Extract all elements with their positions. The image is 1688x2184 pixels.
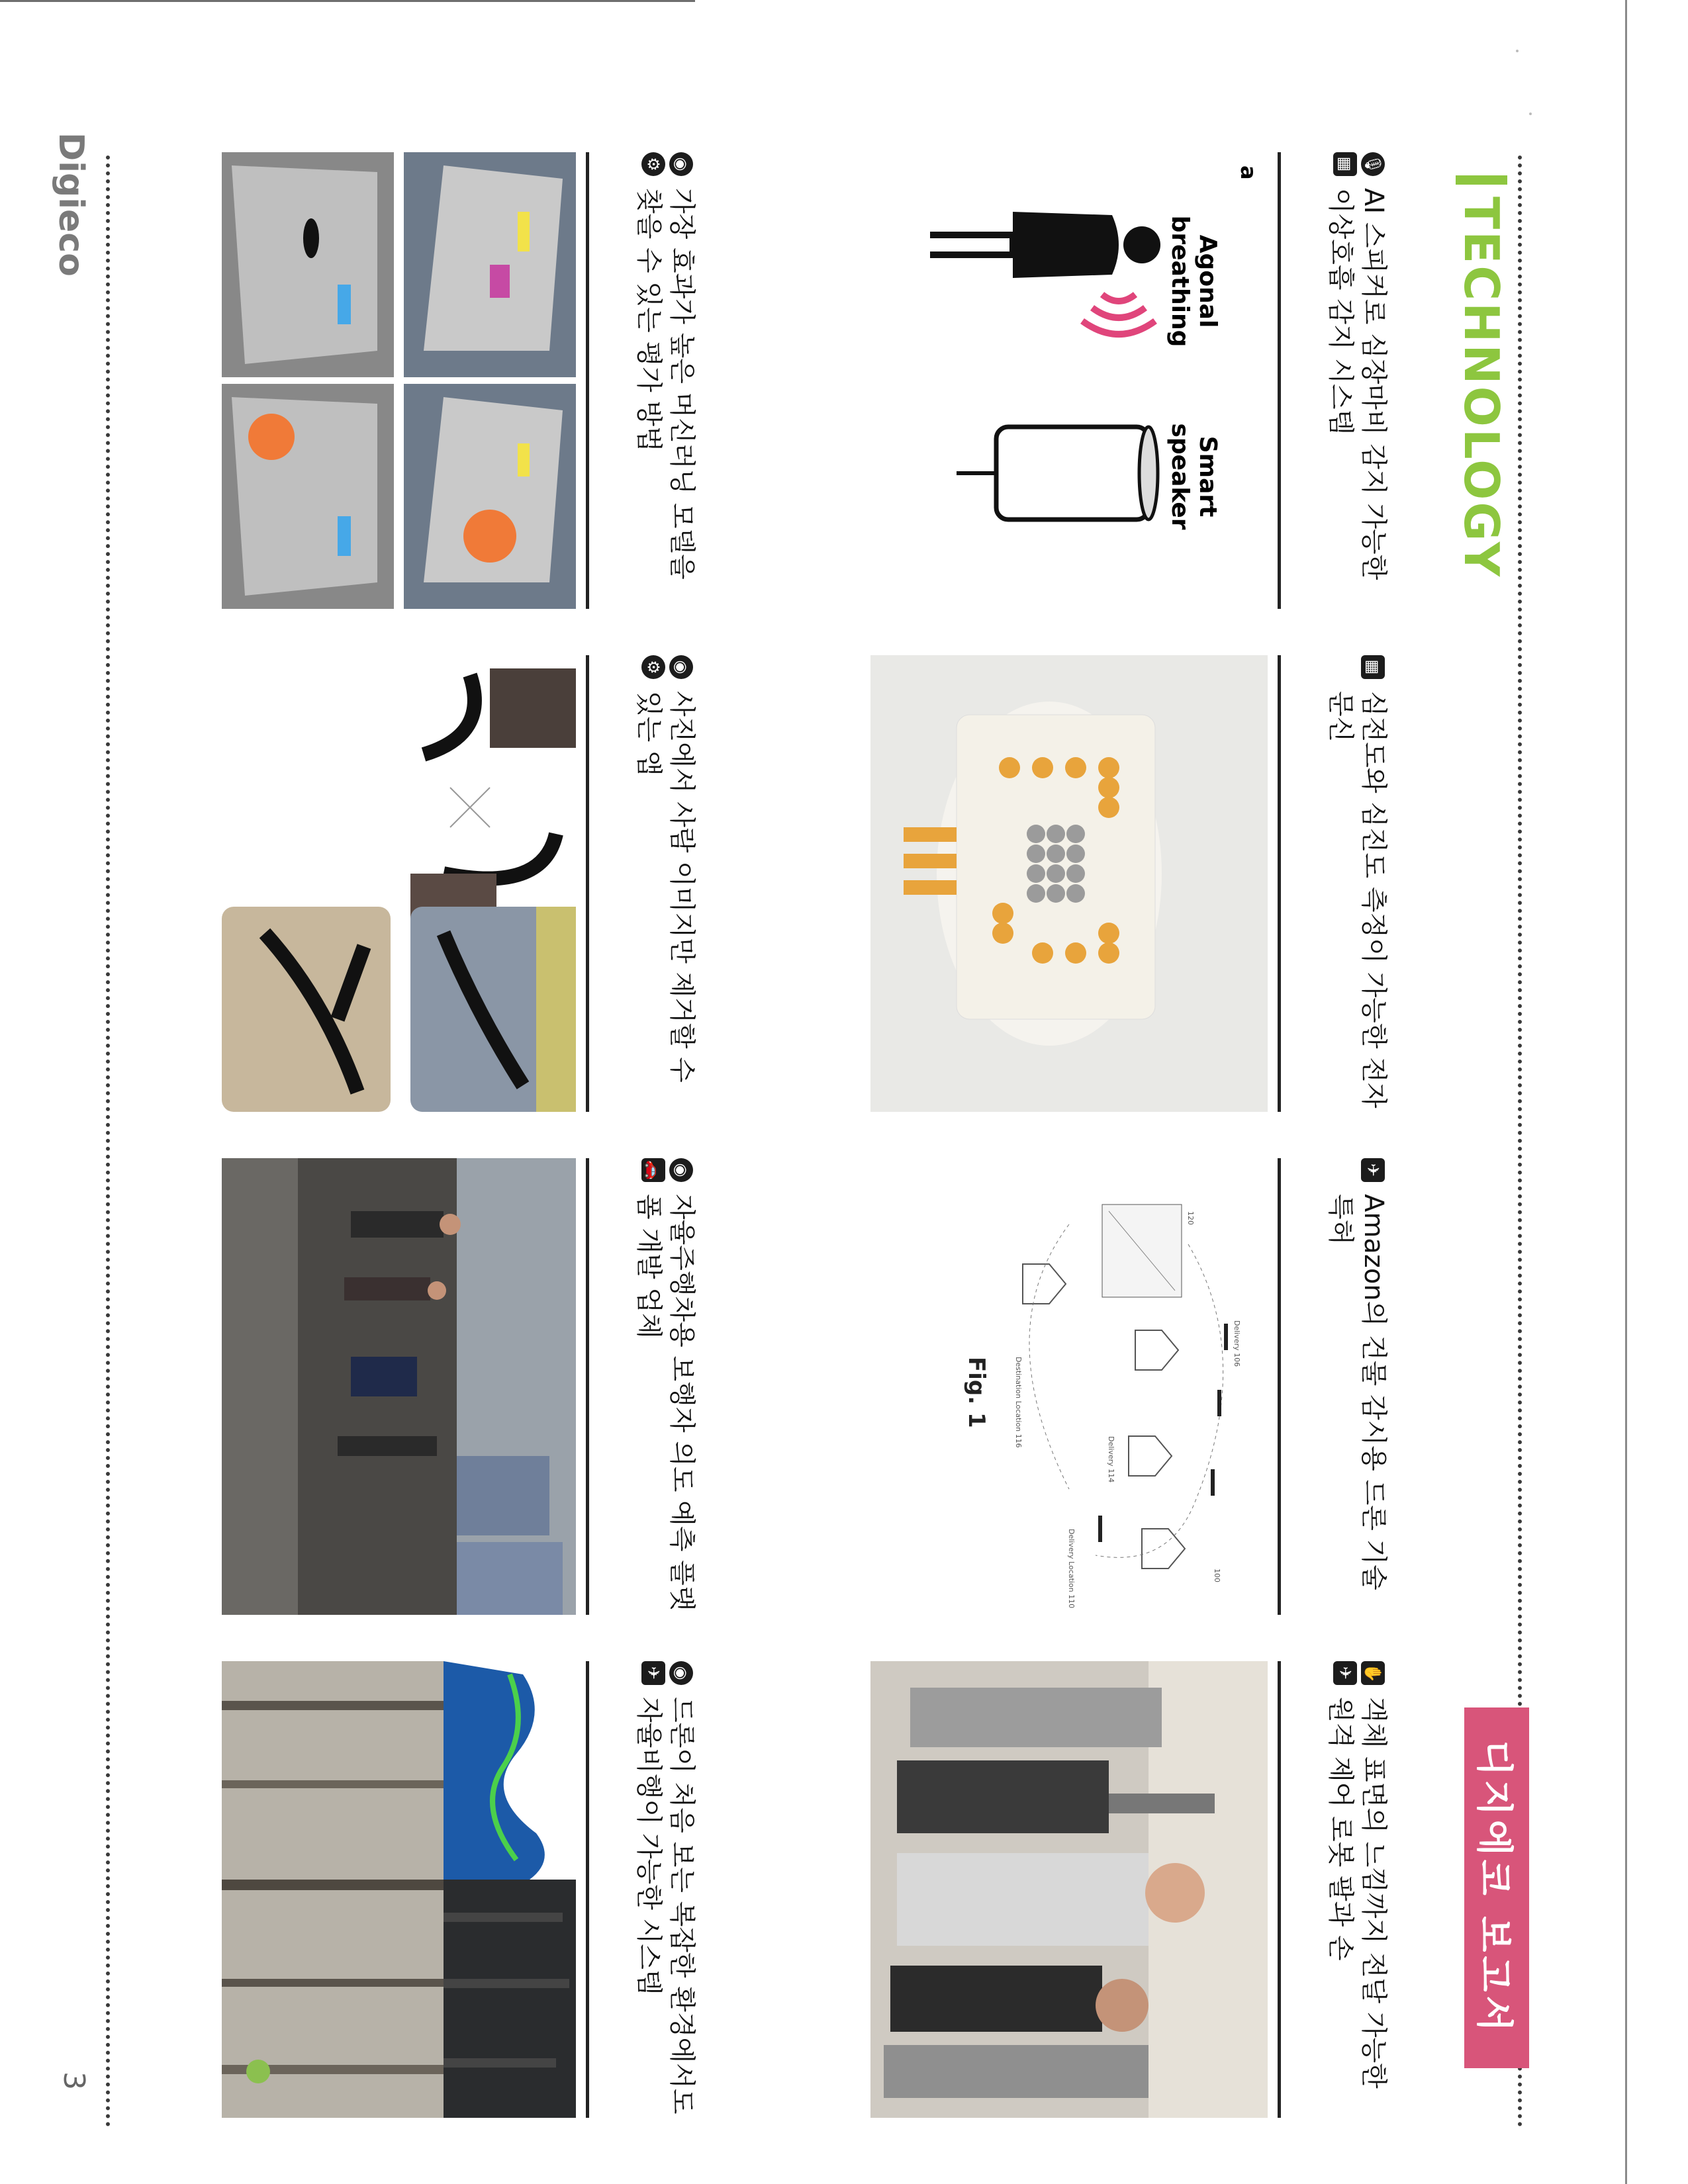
- article-title: 드론이 처음 보는 복잡한 환경에서도 자율비행이 가능한 시스템: [633, 1697, 697, 2115]
- svg-text:Delivery Location 110: Delivery Location 110: [1067, 1529, 1076, 1609]
- agonal-breathing-figure: [870, 152, 1268, 609]
- article-card[interactable]: [222, 1661, 698, 2118]
- category-icons: [1361, 1158, 1385, 1182]
- caption-rule: [586, 1661, 589, 2118]
- ml-evaluation-photos: [222, 152, 576, 609]
- section-bar: [1456, 175, 1507, 185]
- article-caption: [1278, 1661, 1390, 2118]
- caption-rule: [1278, 655, 1281, 1112]
- electronic-tattoo-image: [870, 655, 1268, 1112]
- drone-autonomy-photos: [222, 1661, 576, 2118]
- article-caption: [586, 152, 698, 609]
- hospital-icon: ▦: [1361, 655, 1385, 679]
- article-title: 가장 효과가 높은 머신러닝 모델을 찾을 수 있는 평가 방법: [633, 188, 697, 580]
- article-card[interactable]: [222, 1158, 698, 1615]
- photo-removal-app-images: [222, 655, 576, 1112]
- hospital-icon: ▦: [1333, 152, 1357, 176]
- article-caption: [1278, 655, 1390, 1112]
- svg-text:120: 120: [1186, 1211, 1195, 1225]
- article-card[interactable]: [861, 1158, 1390, 1615]
- electronic-tattoo-photo: [870, 655, 1268, 1112]
- article-caption: [586, 655, 698, 1112]
- caption-rule: [586, 152, 589, 609]
- section-title: TECHNOLOGY: [1454, 197, 1509, 579]
- robot-hand-icon: ✋: [1361, 1661, 1385, 1685]
- article-title: Amazon의 건물 감시용 드론 기술 특허: [1325, 1194, 1389, 1590]
- category-icons: [1333, 1661, 1385, 1685]
- scan-speck: [1516, 50, 1519, 52]
- svg-text:Delivery 114: Delivery 114: [1107, 1436, 1115, 1483]
- drone-icon: ✈: [641, 1661, 665, 1685]
- article-card[interactable]: [861, 1661, 1390, 2118]
- article-caption: [1278, 1158, 1390, 1615]
- section-header: [1454, 175, 1509, 578]
- robot-table-image-grid: [222, 152, 576, 609]
- footer-logo: Digieco: [51, 132, 91, 277]
- page-right-edge: [1625, 0, 1627, 2184]
- article-card[interactable]: [861, 655, 1390, 1112]
- article-caption: [1278, 152, 1390, 609]
- eye-icon: ◉: [669, 655, 693, 679]
- page-number-wrap: [56, 2071, 96, 2111]
- forest-depth-image-grid: [222, 1661, 576, 2118]
- category-icons: [641, 1661, 693, 1685]
- svg-text:100: 100: [1213, 1569, 1221, 1582]
- pedestrian-street-photo: [222, 1158, 576, 1615]
- figure-label-left: Agonal breathing: [1166, 215, 1221, 347]
- caption-rule: [586, 1158, 589, 1615]
- drone-patent-diagram: [870, 1158, 1268, 1615]
- patent-figure-label: Fig. 1: [963, 1357, 990, 1428]
- article-card[interactable]: [861, 152, 1390, 609]
- robot-arm-photo: [870, 1661, 1268, 2118]
- patent-figure: [870, 1158, 1268, 1615]
- article-title: 심전도와 심진도 측정이 가능한 전자 문신: [1325, 691, 1389, 1109]
- category-icons: [641, 1158, 693, 1182]
- report-badge: 디지에코 보고서: [1464, 1707, 1529, 2068]
- category-icons: [1361, 655, 1385, 679]
- app-screenshot-grid: [222, 655, 576, 1112]
- robot-arm-image: [870, 1661, 1268, 2118]
- caption-rule: [1278, 152, 1281, 609]
- drone-icon: ✈: [1333, 1661, 1357, 1685]
- scan-speck: [1529, 113, 1532, 115]
- page-number: 3: [57, 2071, 91, 2090]
- drone-icon: ✈: [1361, 1158, 1385, 1182]
- caption-rule: [586, 655, 589, 1112]
- caption-rule: [1278, 1661, 1281, 2118]
- brain-gear-icon: ⚙: [641, 655, 665, 679]
- article-card[interactable]: [222, 152, 698, 609]
- article-row-top: [861, 152, 1390, 2121]
- article-title: 객체 표면의 느낌까지 전달 가능한 원격 제어 로봇 팔과 손: [1325, 1697, 1389, 2089]
- caption-rule: [1278, 1158, 1281, 1615]
- article-title: 사진에서 사람 이미지만 제거할 수 있는 앱: [633, 691, 697, 1083]
- article-title: AI 스피커로 심장마비 감지 가능한 이상호흡 감지 시스템: [1325, 188, 1389, 580]
- svg-text:Delivery 106: Delivery 106: [1233, 1320, 1241, 1367]
- article-title: 자율주행차용 보행자 의도 예측 플랫폼 개발 업체: [633, 1194, 697, 1612]
- figure-panel-label: a: [1236, 165, 1261, 180]
- article-row-bottom: [222, 152, 698, 2121]
- eye-icon: ◉: [669, 1661, 693, 1685]
- article-caption: [586, 1661, 698, 2118]
- svg-text:Destination Location 116: Destination Location 116: [1014, 1357, 1023, 1448]
- figure-label-right: Smart speaker: [1166, 423, 1221, 530]
- brain-gear-icon: ⚙: [641, 152, 665, 176]
- footer-logo-wrap: [50, 132, 96, 331]
- microphone-brain-icon: 🎙: [1361, 152, 1385, 176]
- car-icon: 🚗: [641, 1158, 665, 1182]
- category-icons: [641, 655, 693, 679]
- category-icons: [1333, 152, 1385, 176]
- dotted-rule-bottom: [106, 156, 110, 2128]
- article-card[interactable]: [222, 655, 698, 1112]
- article-caption: [586, 1158, 698, 1615]
- agonal-breathing-illustration: [877, 152, 1168, 609]
- category-icons: [641, 152, 693, 176]
- street-scene-image: [222, 1158, 576, 1615]
- page-content: [182, 152, 1515, 2121]
- page-top-edge: [0, 0, 695, 2]
- eye-icon: ◉: [669, 1158, 693, 1182]
- eye-icon: ◉: [669, 152, 693, 176]
